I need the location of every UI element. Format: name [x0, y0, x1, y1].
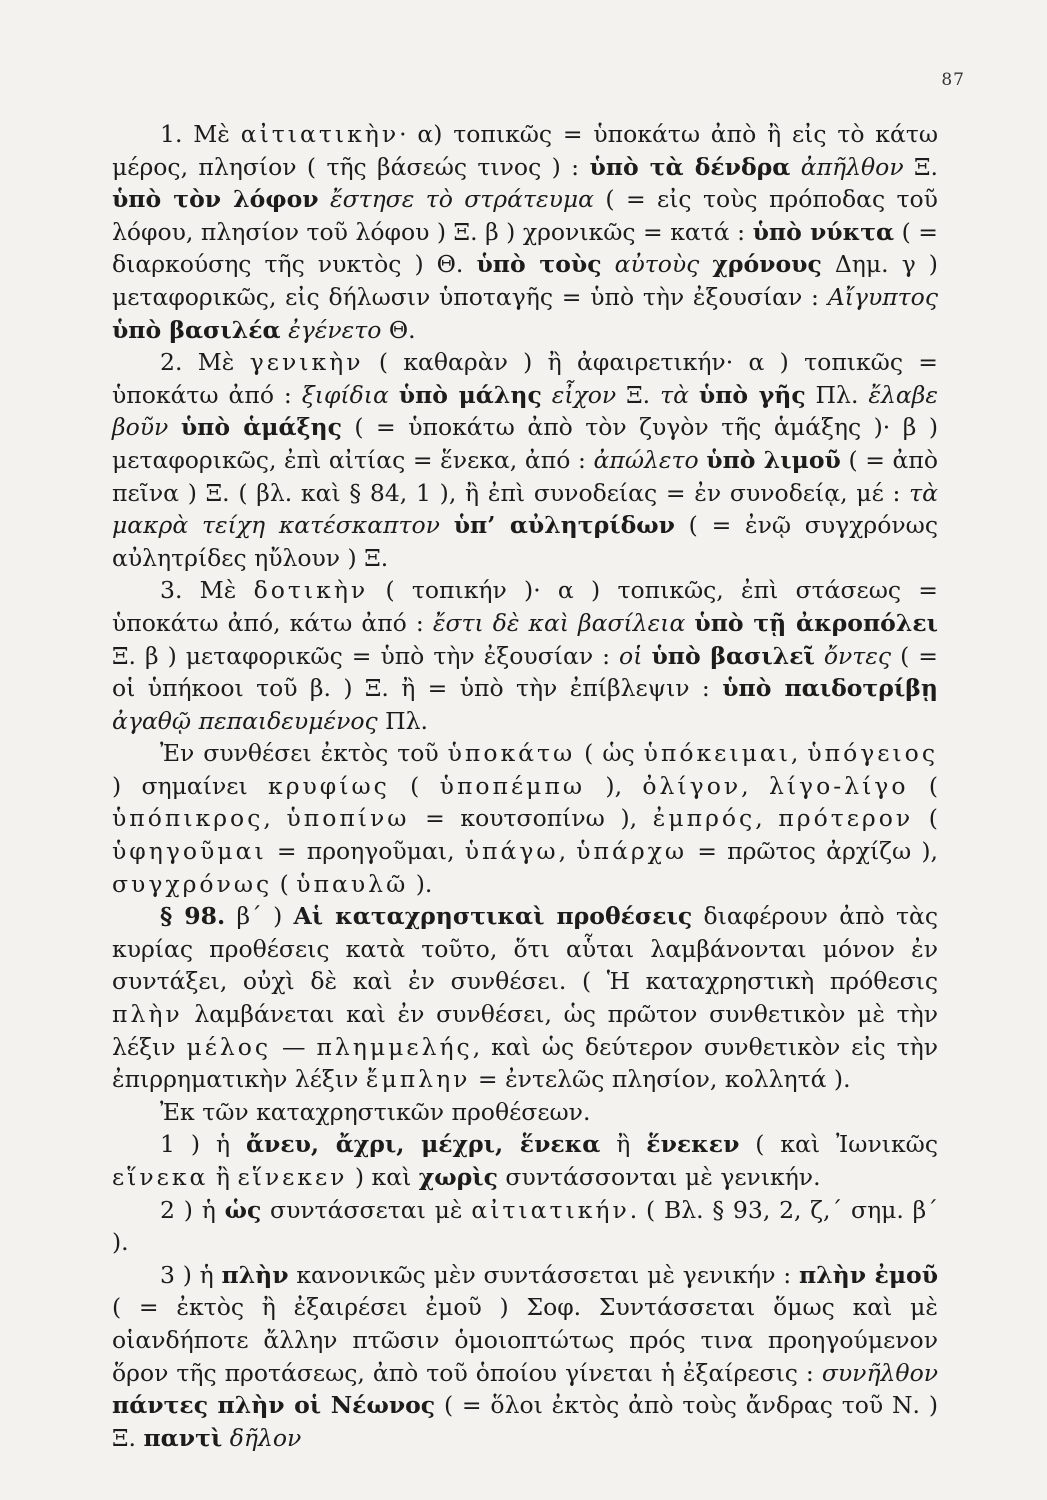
paragraph-3-dative: 3. Μὲ δοτικὴν ( τοπικήν )· α ) τοπικῶς, ἐπὶ στάσεως = ὑποκάτω ἀπό, κάτω ἀπό : ἔστι δὲ καὶ βασίλεια ὑπὸ τῇ ἀκροπόλει Ξ. β ) μεταφορικῶς = ὑπὸ τὴν ἐξουσίαν : οἱ ὑπὸ βασιλεῖ ὄντες ( = οἱ ὑπήκοοι τοῦ β. ) Ξ. ἢ = ὑπὸ τὴν ἐπίβλεψιν : ὑπὸ παιδοτρίβῃ ἀγαθῷ πεπαιδευμένος Πλ.	[112, 576, 938, 735]
list-item-2: 2 ) ἡ ὡς συντάσσεται μὲ αἰτιατικήν. ( Βλ. § 93, 2, ζ,΄ σημ. β΄ ).	[112, 1195, 939, 1257]
section-98-heading-paragraph: § 98. β΄ ) Αἱ καταχρηστικαὶ προθέσεις διαφέρουν ἀπὸ τὰς κυρίας προθέσεις κατὰ τοῦτο, ὅτι αὗται λαμβάνονται μόνον ἐν συντάξει, οὐχὶ δὲ καὶ ἐν συνθέσει. ( Ἡ καταχρηστικὴ πρόθεσις πλὴν λαμβάνεται καὶ ἐν συνθέσει, ὡς πρῶτον συνθετικὸν μὲ τὴν λέξιν μέλος — πλημμελής, καὶ ὡς δεύτερον συνθετικὸν εἰς τὴν ἐπιρρηματικὴν λέξιν ἔμπλην = ἐντελῶς πλησίον, κολλητά ).	[112, 902, 939, 1094]
body-text	[112, 118, 938, 1454]
paragraph-composition: Ἐν συνθέσει ἐκτὸς τοῦ ὑποκάτω ( ὡς ὑπόκειμαι, ὑπόγειος ) σημαίνει κρυφίως ( ὑποπέμπω ), ὀλίγον, λίγο-λίγο ( ὑπόπικρος, ὑποπίνω = κουτσοπίνω ), ἐμπρός, πρότερον ( ὑφηγοῦμαι = προηγοῦμαι, ὑπάγω, ὑπάρχω = πρῶτος ἀρχίζω ), συγχρόνως ( ὑπαυλῶ ).	[112, 739, 939, 898]
paragraph-improper-prepositions-intro: Ἐκ τῶν καταχρηστικῶν προθέσεων.	[160, 1097, 591, 1126]
page-number: 87	[941, 70, 965, 90]
list-item-3: 3 ) ἡ πλὴν κανονικῶς μὲν συντάσσεται μὲ γενικήν : πλὴν ἐμοῦ ( = ἐκτὸς ἢ ἐξαιρέσει ἐμοῦ ) Σοφ. Συντάσσεται ὅμως καὶ μὲ οἱανδήποτε ἄλλην πτῶσιν ὁμοιοπτώτως πρός τινα προηγούμενον ὅρον τῆς προτάσεως, ἀπὸ τοῦ ὁποίου γίνεται ἡ ἐξαίρεσις : συνῆλθον πάντες πλὴν οἱ Νέωνος ( = ὅλοι ἐκτὸς ἀπὸ τοὺς ἄνδρας τοῦ Ν. ) Ξ. παντὶ δῆλον	[112, 1260, 939, 1452]
list-item-1: 1 ) ἡ ἄνευ, ἄχρι, μέχρι, ἕνεκα ἢ ἕνεκεν ( καὶ Ἰωνικῶς εἵνεκα ἢ εἵνεκεν ) καὶ χωρὶς συντάσσονται μὲ γενικήν.	[112, 1130, 938, 1191]
paragraph-2-genitive: 2. Μὲ γενικὴν ( καθαρὰν ) ἢ ἀφαιρετικήν· α ) τοπικῶς = ὑποκάτω ἀπό : ξιφίδια ὑπὸ μάλης εἶχον Ξ. τὰ ὑπὸ γῆς Πλ. ἔλαβε βοῦν ὑπὸ ἁμάξης ( = ὑποκάτω ἀπὸ τὸν ζυγὸν τῆς ἁμάξης )· β ) μεταφορικῶς, ἐπὶ αἰτίας = ἕνεκα, ἀπό : ἀπώλετο ὑπὸ λιμοῦ ( = ἀπὸ πεῖνα ) Ξ. ( βλ. καὶ § 84, 1 ), ἢ ἐπὶ συνοδείας = ἐν συνοδείᾳ, μέ : τὰ μακρὰ τείχη κατέσκαπτον ὑπ’ αὐλητρίδων ( = ἐνῷ συγχρόνως αὐλητρίδες ηὔλουν ) Ξ.	[112, 348, 938, 572]
paragraph-1-accusative: 1. Μὲ αἰτιατικὴν· α) τοπικῶς = ὑποκάτω ἀπὸ ἢ εἰς τὸ κάτω μέρος, πλησίον ( τῆς βάσεώς τινος ) : ὑπὸ τὰ δένδρα ἀπῆλθον Ξ. ὑπὸ τὸν λόφον ἔστησε τὸ στράτευμα ( = εἰς τοὺς πρόποδας τοῦ λόφου, πλησίον τοῦ λόφου ) Ξ. β ) χρονικῶς = κατά : ὑπὸ νύκτα ( = διαρκούσης τῆς νυκτὸς ) Θ. ὑπὸ τοὺς αὐτοὺς χρόνους Δημ. γ ) μεταφορικῶς, εἰς δήλωσιν ὑποταγῆς = ὑπὸ τὴν ἐξουσίαν : Αἴγυπτος ὑπὸ βασιλέα ἐγένετο Θ.	[112, 120, 938, 344]
